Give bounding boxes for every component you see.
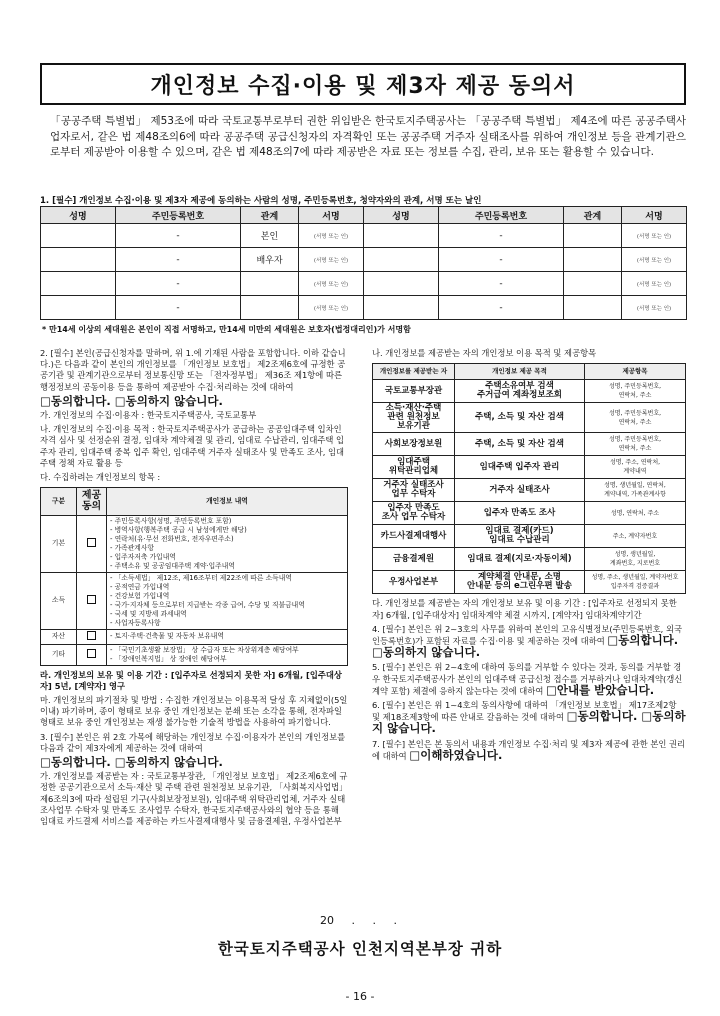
left-column [40, 348, 348, 830]
relation-field[interactable] [564, 272, 622, 296]
signature-field[interactable]: (서명 또는 인) [299, 296, 364, 320]
consent-checkbox[interactable] [77, 572, 107, 629]
item-line: - 「소득세법」 제12조, 제16조부터 제22조에 따른 소득내역 [110, 573, 292, 582]
name-field[interactable] [364, 224, 439, 248]
provision-items: 성명, 주민등록번호, 연락처, 주소 [585, 433, 686, 456]
items-row [41, 515, 348, 572]
s3-text: 3. [필수] 본인은 위 2호 가목에 해당하는 개인정보 수집·이용자가 본인의 개인정보를 다음과 같이 제3자에게 제공하는 것에 대하여 [40, 731, 346, 753]
provision-items: 성명, 연락처, 주소 [585, 502, 686, 525]
item-line: - 토지·주택·건축물 및 자동차 보유내역 [110, 632, 224, 641]
name-field[interactable] [364, 248, 439, 272]
provision-items: 성명, 주소, 생년월일, 계약자번호 입주자격 검증결과 [585, 571, 686, 594]
signature-field[interactable]: (서명 또는 인) [299, 272, 364, 296]
title-box [40, 63, 686, 105]
signature-header-row [41, 207, 687, 224]
header-signature: 서명 [622, 207, 687, 224]
s7-body: 7. [필수] 본인은 본 동의서 내용과 개인정보 수집·처리 및 제3자 제공에 관한 본인 권리에 대하여 [372, 738, 686, 761]
provision-purpose: 임대주택 입주자 관리 [455, 456, 585, 479]
items-category: 기타 [41, 644, 77, 665]
consent-checkbox[interactable] [77, 644, 107, 665]
provision-row [373, 525, 686, 548]
date-line: 20 . . . [320, 914, 397, 927]
signature-row [41, 272, 687, 296]
provision-purpose: 임대료 결제(지로·자동이체) [455, 548, 585, 571]
s2-consent[interactable]: □동의합니다. □동의하지 않습니다. [40, 393, 223, 408]
name-field[interactable] [41, 296, 116, 320]
signature-field[interactable]: (서명 또는 인) [622, 272, 687, 296]
items-detail [107, 644, 348, 665]
items-row [41, 572, 348, 629]
section1-heading: 1. [필수] 개인정보 수집·이용 및 제3자 제공에 동의하는 사람의 성명, 주민등록번호, 청약자와의 관계, 서명 또는 날인 [40, 196, 482, 206]
provision-header-purpose: 개인정보 제공 목적 [455, 364, 585, 380]
signature-field[interactable]: (서명 또는 인) [622, 224, 687, 248]
item-line: - 건강보험 가입내역 [110, 591, 170, 600]
provision-row [373, 571, 686, 594]
name-field[interactable] [364, 296, 439, 320]
s4-text [372, 624, 686, 660]
provision-header-items: 제공항목 [585, 364, 686, 380]
items-category: 소득 [41, 572, 77, 629]
provision-items: 성명, 주민등록번호, 연락처, 주소 [585, 380, 686, 403]
provision-row [373, 380, 686, 403]
s2-da: 다. 수집하려는 개인정보의 항목 : [40, 472, 161, 483]
provision-recipient: 국토교통부장관 [373, 380, 455, 403]
items-header-detail: 개인정보 내역 [107, 488, 348, 515]
signature-field[interactable]: (서명 또는 인) [299, 224, 364, 248]
item-line: - 주택소유 및 공공임대주택 계약·입주내역 [110, 561, 235, 570]
checkbox-icon[interactable] [87, 631, 96, 640]
signature-field[interactable]: (서명 또는 인) [622, 296, 687, 320]
name-field[interactable] [41, 248, 116, 272]
items-category: 기본 [41, 515, 77, 572]
recipient-line: 한국토지주택공사 인천지역본부장 귀하 [217, 940, 503, 958]
provision-purpose: 거주자 실태조사 [455, 479, 585, 502]
item-line: - 입주자저축 가입내역 [110, 552, 176, 561]
s2-ma: 마. 개인정보의 파기절차 및 방법 : 수집한 개인정보는 이용목적 달성 후 지체없이(5일 이내) 파기하며, 종이 형태로 보유 중인 개인정보는 분쇄 또는 소각을 통해, 전자파일 형태로 보유 중인 개인정보는 재생 불가능한 기술적 방법을 사용하여 파기합니다. [40, 695, 348, 728]
s7-consent[interactable]: □이해하였습니다. [409, 747, 503, 762]
rrn-field[interactable]: - [439, 248, 564, 272]
item-line: - 「장애인복지법」 상 장애인 해당여부 [110, 654, 227, 663]
provision-table [372, 363, 686, 594]
provision-items: 주소, 계약자번호 [585, 525, 686, 548]
signature-note: * 만14세 이상의 세대원은 본인이 직접 서명하고, 만14세 미만의 세대원은 보호자(법정대리인)가 서명함 [42, 325, 411, 334]
header-signature: 서명 [299, 207, 364, 224]
provision-purpose: 입주자 만족도 조사 [455, 502, 585, 525]
provision-recipient: 카드사결제대행사 [373, 525, 455, 548]
provision-recipient: 소득·재산·주택 관련 원천정보 보유기관 [373, 403, 455, 433]
items-detail [107, 572, 348, 629]
provision-purpose: 주택, 소득 및 자산 검색 [455, 433, 585, 456]
s2-ga: 가. 개인정보의 수집·이용자 : 한국토지주택공사, 국토교통부 [40, 410, 257, 421]
s4-consent[interactable]: □동의합니다. □동의하지 않습니다. [372, 633, 679, 660]
provision-items: 성명, 주소, 연락처, 계약내역 [585, 456, 686, 479]
document-title: 개인정보 수집·이용 및 제3자 제공 동의서 [150, 73, 576, 99]
s3-na: 나. 개인정보를 제공받는 자의 개인정보 이용 목적 및 제공항목 [372, 348, 597, 358]
item-line: - 사업자등록사항 [110, 618, 161, 627]
s3-ga: 가. 개인정보를 제공받는 자 : 국토교통부장관, 「개인정보 보호법」 제2조제6호에 규정한 공공기관으로서 소득·재산 및 주택 관련 원천정보 보유기관, 「사회복지사업법」 제6조의3에 따라 설립된 기구(사회보장정보원), 임대주택 위탁관리업체, 거주자 실태조사업무 수탁자 및 만족도 조사업무 수탁자, 한국토지주택공사와의 협약 등을 통해 임대료 카드결제 서비스를 제공하는 카드사결제대행사 및 금융결제원, 우정사업본부 [40, 771, 348, 827]
s2-ra: 라. 개인정보의 보유 및 이용 기간 : [입주자로 선정되지 못한 자] 6개월, [입주대상자] 5년, [계약자] 영구 [40, 669, 342, 691]
s2-text: 2. [필수] 본인(공급신청자를 말하며, 위 1.에 기재된 사람을 포함합니다. 이하 같습니다.)은 다음과 같이 본인의 개인정보를 「개인정보 보호법」 제2조제6호에 규정한 공공기관 및 관계기관으로부터 정보통신망 또는 「전자정부법」 제36조 제1항에 따른 행정정보의 공동이용 등을 통하여 제공받아 수집·처리하는 것에 대하여 [40, 348, 346, 392]
header-rrn: 주민등록번호 [116, 207, 241, 224]
provision-recipient: 거주자 실태조사 업무 수탁자 [373, 479, 455, 502]
provision-row [373, 479, 686, 502]
item-line: - 「국민기초생활 보장법」 상 수급자 또는 차상위계층 해당여부 [110, 645, 299, 654]
intro-text: 「공공주택 특별법」 제53조에 따라 국토교통부로부터 권한 위임받은 한국토지주택공사는 「공공주택 특별법」 제4조에 따른 공공주택사업자로서, 같은 법 제48조의6에 따라 공공주택 공급신청자의 자격확인 또는 공공주택 거주자 실태조사를 위하여 개인정보 등을 관계기관으로부터 제공받아 이용할 수 있으며, 같은 법 제48조의7에 따라 제공받은 자료 또는 정보를 수집, 관리, 보유 또는 활용할 수 있습니다. [50, 115, 686, 158]
signature-row [41, 224, 687, 248]
name-field[interactable] [41, 272, 116, 296]
items-header-category: 구분 [41, 488, 77, 515]
s5-text [372, 662, 686, 697]
s7-text [372, 739, 686, 762]
item-line: - 국가·지자체 등으로부터 지급받는 각종 급여, 수당 및 직불금내역 [110, 600, 305, 609]
relation-field[interactable] [564, 296, 622, 320]
signature-field[interactable]: (서명 또는 인) [622, 248, 687, 272]
s4-body: 4. [필수] 본인은 위 2~3호의 사무를 위하여 본인의 고유식별정보(주민등록번호, 외국인등록번호)가 포함된 자료를 수집·이용 및 제공하는 것에 대하여 [372, 623, 682, 647]
consent-checkbox[interactable] [77, 515, 107, 572]
provision-row [373, 456, 686, 479]
provision-purpose: 주택, 소득 및 자산 검색 [455, 403, 585, 433]
provision-row [373, 403, 686, 433]
rrn-field[interactable]: - [116, 248, 241, 272]
provision-row [373, 502, 686, 525]
rrn-field[interactable]: - [116, 224, 241, 248]
rrn-field[interactable]: - [439, 296, 564, 320]
s6-consent[interactable]: □동의합니다. □동의하지 않습니다. [372, 709, 686, 736]
item-line: - 병역사항(행복주택 공급 시 남성에게만 해당) [110, 525, 247, 534]
relation-field[interactable] [241, 272, 299, 296]
provision-header-row [373, 364, 686, 380]
items-category: 자산 [41, 629, 77, 644]
item-line: - 국세 및 지방세 과세내역 [110, 609, 187, 618]
relation-field[interactable] [564, 248, 622, 272]
item-line: - 주민등록사항(성명, 주민등록번호 포함) [110, 516, 232, 525]
provision-items: 성명, 생년월일, 계좌번호, 지로번호 [585, 548, 686, 571]
provision-recipient: 입주자 만족도 조사 업무 수탁자 [373, 502, 455, 525]
item-line: - 연락처(유·무선 전화번호, 전자우편주소) [110, 534, 234, 543]
rrn-field[interactable]: - [116, 272, 241, 296]
name-field[interactable] [364, 272, 439, 296]
provision-row [373, 433, 686, 456]
items-detail [107, 515, 348, 572]
header-name: 성명 [364, 207, 439, 224]
rrn-field[interactable]: - [116, 296, 241, 320]
rrn-field[interactable]: - [439, 272, 564, 296]
s3-consent[interactable]: □동의합니다. □동의하지 않습니다. [40, 755, 223, 770]
checkbox-icon[interactable] [87, 649, 96, 658]
s3-da: 다. 개인정보를 제공받는 자의 개인정보 보유 및 이용 기간 : [입주자로 선정되지 못한 자] 6개월, [입주대상자] 임대차계약 체결 시까지, [계약자] 임대차계약기간 [372, 598, 677, 620]
provision-row [373, 548, 686, 571]
checkbox-icon[interactable] [87, 595, 96, 604]
provision-purpose: 주택소유여부 검색 주거급여 계좌정보조회 [455, 380, 585, 403]
provision-items: 성명, 주민등록번호, 연락처, 주소 [585, 403, 686, 433]
provision-purpose: 임대료 결제(카드) 임대료 수납관리 [455, 525, 585, 548]
header-name: 성명 [41, 207, 116, 224]
signature-row [41, 296, 687, 320]
provision-header-recipient: 개인정보를 제공받는 자 [373, 364, 455, 380]
items-header-consent: 제공 동의 [77, 488, 107, 515]
provision-purpose: 계약체결 안내문, 소명 안내문 등의 e그린우편 발송 [455, 571, 585, 594]
item-line: - 공적연금 가입내역 [110, 582, 170, 591]
items-detail [107, 629, 348, 644]
item-line: - 가족관계사항 [110, 543, 155, 552]
signature-row [41, 248, 687, 272]
items-row [41, 644, 348, 665]
s6-body: 6. [필수] 본인은 위 1~4호의 동의사항에 대하여 「개인정보 보호법」 제17조제2항 및 제18조제3항에 따른 안내로 갈음하는 것에 대하여 [372, 700, 677, 723]
relation-field[interactable] [241, 296, 299, 320]
relation-field: 배우자 [241, 248, 299, 272]
signature-field[interactable]: (서명 또는 인) [299, 248, 364, 272]
checkbox-icon[interactable] [87, 538, 96, 547]
rrn-field[interactable]: - [439, 224, 564, 248]
s2-na: 나. 개인정보의 수집·이용 목적 : 한국토지주택공사가 공급하는 공공임대주택 입차인 자격 심사 및 선정순위 결정, 임대차 계약체결 및 관리, 임대료 수납관리, 임대주택 입주자 관리, 임대주택 중복 입주 확인, 임대주택 거주자 실태조사 및 만족도 조사, 임대주택 정책 자료 활용 등 [40, 424, 345, 468]
page-number: - 16 - [345, 990, 375, 1003]
items-header-row [41, 488, 348, 515]
items-row [41, 629, 348, 644]
s5-consent[interactable]: □안내를 받았습니다. [545, 682, 655, 697]
provision-recipient: 사회보장정보원 [373, 433, 455, 456]
provision-recipient: 우정사업본부 [373, 571, 455, 594]
provision-recipient: 임대주택 위탁관리업체 [373, 456, 455, 479]
consent-checkbox[interactable] [77, 629, 107, 644]
signature-table [40, 206, 687, 320]
name-field[interactable] [41, 224, 116, 248]
s5-body: 5. [필수] 본인은 위 2~4호에 대하여 동의를 거부할 수 있다는 것과, 동의를 거부할 경우 한국토지주택공사가 본인의 임대주택 공급신청 접수를 거부하거나 임대차계약(갱신계약 포함) 체결에 응하지 않는다는 것에 대하여 [372, 662, 683, 696]
right-column [372, 348, 686, 765]
relation-field: 본인 [241, 224, 299, 248]
s6-text [372, 700, 686, 736]
items-table [40, 487, 348, 665]
provision-recipient: 금융결제원 [373, 548, 455, 571]
provision-items: 성명, 생년월일, 연락처, 계약내역, 가족관계사항 [585, 479, 686, 502]
header-relation: 관계 [241, 207, 299, 224]
relation-field[interactable] [564, 224, 622, 248]
header-relation: 관계 [564, 207, 622, 224]
header-rrn: 주민등록번호 [439, 207, 564, 224]
